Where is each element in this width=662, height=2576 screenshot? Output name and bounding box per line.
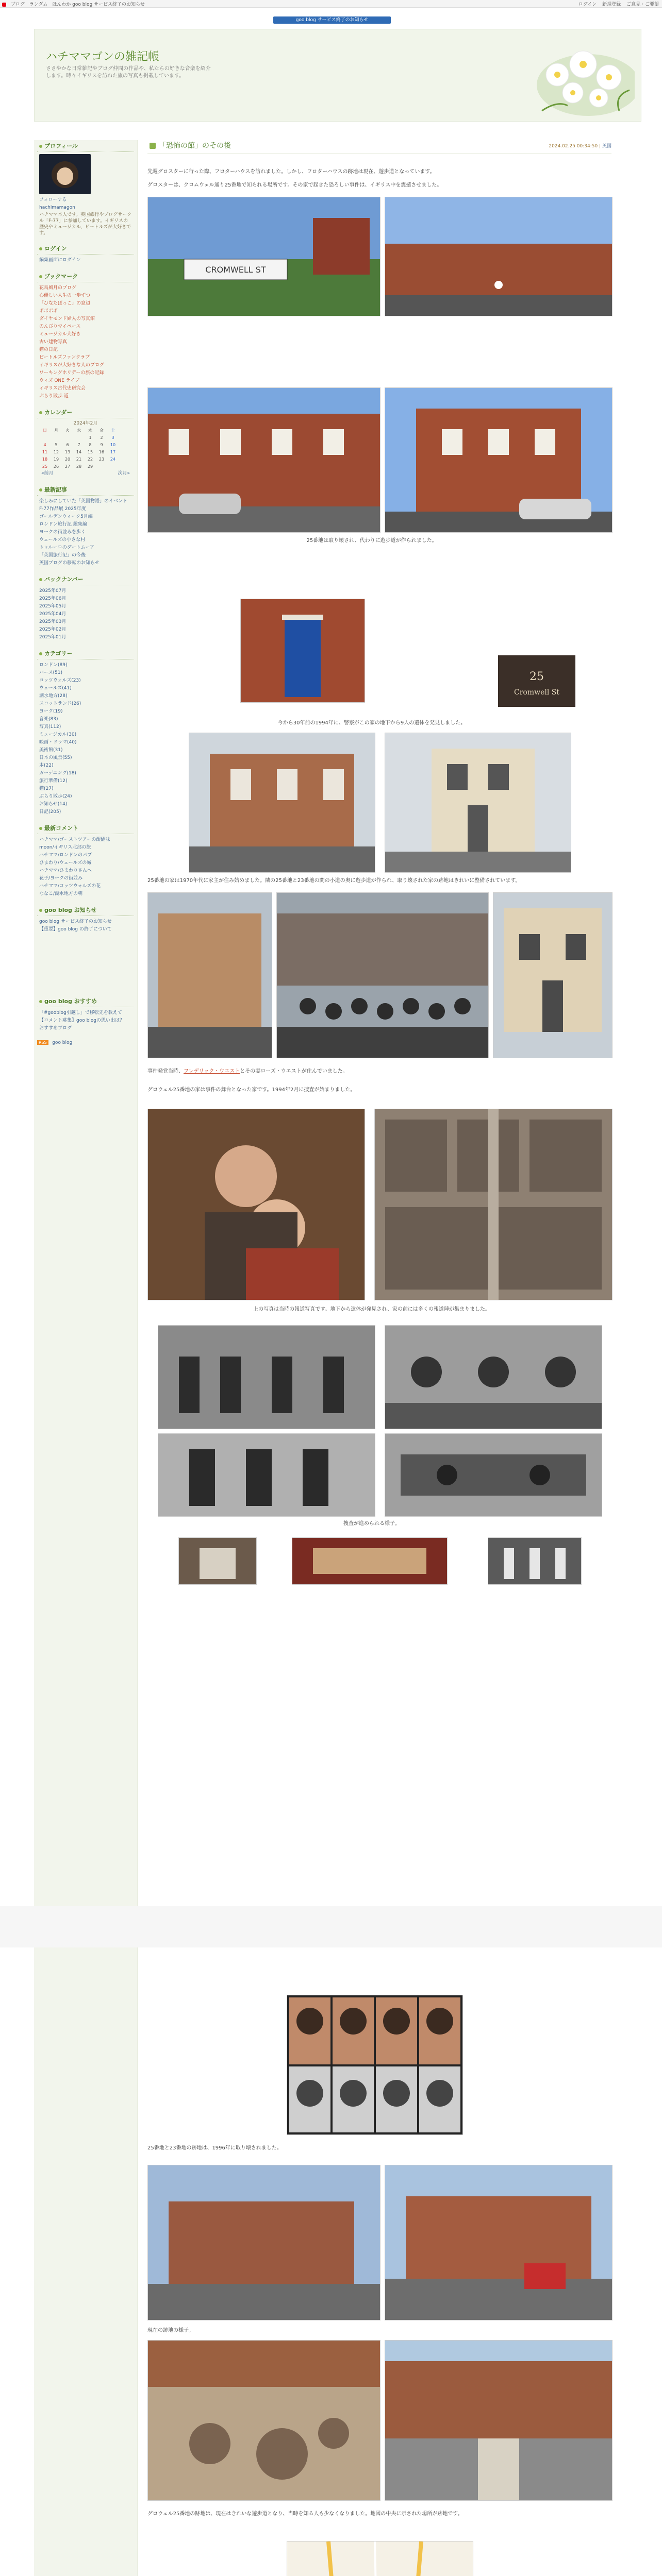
goo-notice-item[interactable]: goo blog サービス終了のお知らせ <box>39 919 112 924</box>
bookmark-item[interactable]: 猫の日記 <box>39 347 58 352</box>
calendar-day[interactable] <box>96 463 107 470</box>
backnumber-item[interactable]: 2025年05月 <box>39 604 67 609</box>
bookmark-item[interactable]: 心優しい人生の一歩ずつ <box>39 293 91 298</box>
calendar-next-link[interactable]: 次月» <box>118 471 130 476</box>
calendar-day[interactable]: 2 <box>100 435 103 440</box>
calendar-day[interactable]: 20 <box>64 456 71 462</box>
post-category-link[interactable]: 英国 <box>602 144 611 149</box>
calendar-day[interactable]: 10 <box>110 442 116 447</box>
rss-link[interactable]: goo blog <box>52 1040 73 1045</box>
calendar-day[interactable] <box>73 434 85 441</box>
goo-recommend-heading: goo blog おすすめ <box>37 995 134 1007</box>
photo-terrace-2[interactable] <box>385 387 613 533</box>
bookmark-item[interactable]: ぶらり散歩 道 <box>39 394 69 399</box>
recent-item[interactable]: ウェールズの小さな村 <box>39 537 86 543</box>
comment-item[interactable]: ハチママ/コッツウォルズの花 <box>39 884 101 889</box>
category-item[interactable]: 映画・ドラマ(40) <box>39 740 77 745</box>
category-item[interactable]: ぶらり散歩(24) <box>39 794 72 799</box>
category-item[interactable]: コッツウォルズ(23) <box>39 678 81 683</box>
svg-text:Cromwell St: Cromwell St <box>514 688 559 697</box>
photo-street-sign[interactable] <box>147 197 380 316</box>
post-title-text[interactable]: 「恐怖の館」のその後 <box>159 142 231 150</box>
recent-heading: 最新記事 <box>37 484 134 496</box>
backnumber-item[interactable]: 2025年03月 <box>39 619 67 624</box>
profile-section <box>37 140 134 236</box>
backnumber-section <box>37 573 134 641</box>
calendar-day[interactable]: 29 <box>87 464 93 469</box>
category-item[interactable]: スコットランド(26) <box>39 701 81 706</box>
category-item[interactable]: ロンドン(89) <box>39 663 68 668</box>
photo-demolition-2[interactable] <box>385 2165 613 2320</box>
goo-recommend-item[interactable]: 【コメント募集】goo blogの思い出は？ <box>39 1018 125 1023</box>
bullet-icon <box>39 827 42 830</box>
calendar-day[interactable]: 21 <box>76 456 82 462</box>
bullet-icon <box>39 145 42 148</box>
bookmark-item[interactable]: のんびりマイペース <box>39 324 81 329</box>
photo-officers[interactable] <box>488 1537 582 1585</box>
calendar-day[interactable]: 3 <box>111 435 114 440</box>
category-item[interactable]: 猫(27) <box>39 786 54 791</box>
recent-item[interactable]: 「英国旅行記」の今後 <box>39 553 86 558</box>
fred-west-link[interactable]: フレデリック・ウエスト <box>184 1069 240 1074</box>
bullet-icon <box>39 652 42 655</box>
photo-house-1990s[interactable] <box>189 733 375 873</box>
calendar-day[interactable]: 7 <box>77 442 80 447</box>
calendar-day[interactable]: 18 <box>42 456 48 462</box>
bookmark-item[interactable]: ポポポポ <box>39 309 58 314</box>
top-link-random[interactable]: ランダム <box>29 2 48 7</box>
caption-3: 上の写真は当時の報道写真です。地下から遺体が発見され、家の前には多くの報道陣が集まりました。 <box>253 1307 490 1312</box>
category-item[interactable]: 写真(112) <box>39 724 61 730</box>
top-link-notice[interactable]: ほんわか goo blog サービス終了のお知らせ <box>52 2 145 7</box>
photo-news-1[interactable] <box>158 1325 375 1429</box>
photo-news-4[interactable] <box>385 1433 602 1517</box>
calendar-day[interactable] <box>62 434 73 441</box>
blog-description: ささやかな日常雑記やブログ仲間の作品や、私たちの好きな音楽を紹介します。時々イギリスを訪ねた旅の写真も掲載しています。 <box>46 66 211 79</box>
comment-item[interactable]: 花子/ヨークの街並み <box>39 876 83 881</box>
bullet-icon <box>39 909 42 912</box>
header-flowers-image <box>526 33 635 116</box>
weekday: 金 <box>100 428 104 433</box>
bookmark-item[interactable]: ミュージカル大好き <box>39 332 81 337</box>
paragraph-5: 25番地と23番地の跡地は、1996年に取り壊されました。 <box>147 2145 282 2151</box>
calendar-day[interactable]: 8 <box>89 442 92 447</box>
goo-notice-item[interactable]: 【重要】goo blog の終了について <box>39 927 112 932</box>
category-item[interactable]: 美術館(31) <box>39 748 63 753</box>
photo-walkway[interactable] <box>385 2340 613 2501</box>
bullet-icon <box>39 411 42 414</box>
sidebar <box>34 140 138 2576</box>
bookmark-item[interactable]: イギリス古代史研究会 <box>39 386 86 391</box>
recent-item[interactable]: ロンドン旅行記 総集編 <box>39 522 87 527</box>
recent-section <box>37 484 134 567</box>
category-item[interactable]: お知らせ(14) <box>39 802 68 807</box>
login-section <box>37 243 134 264</box>
calendar-day[interactable]: 23 <box>98 456 105 462</box>
category-item[interactable]: バース(51) <box>39 670 63 675</box>
category-item[interactable]: 音楽(83) <box>39 717 58 722</box>
goo-recommend-item[interactable]: 「#gooblog引越し」で移転先を教えて <box>39 1010 122 1015</box>
photo-interior[interactable] <box>292 1537 448 1585</box>
backnumber-item[interactable]: 2025年01月 <box>39 635 67 640</box>
photo-demolition-1[interactable] <box>147 2165 380 2320</box>
top-link-register[interactable]: 新規登録 <box>602 2 621 7</box>
goo-recommend-item[interactable]: おすすめブログ <box>39 1026 72 1031</box>
comment-item[interactable]: ハチママ/ゴーストツアーの醍醐味 <box>39 837 110 842</box>
bullet-icon <box>39 275 42 278</box>
top-link-login[interactable]: ログイン <box>578 2 597 7</box>
main-content <box>147 140 611 2576</box>
comment-item[interactable]: ひまわり/ウェールズの城 <box>39 860 92 866</box>
calendar-day[interactable]: 4 <box>43 442 46 447</box>
calendar-day[interactable]: 24 <box>110 456 116 462</box>
recent-item[interactable]: 英国ブログの移転のお知らせ <box>39 561 100 566</box>
weekday: 水 <box>77 428 81 433</box>
calendar-prev-link[interactable]: «前月 <box>41 471 54 476</box>
profile-username[interactable]: hachimamagon <box>39 205 75 210</box>
bullet-icon <box>39 1000 42 1003</box>
calendar-day[interactable]: 6 <box>66 442 69 447</box>
calendar-day[interactable]: 17 <box>110 449 116 454</box>
weekday: 火 <box>65 428 70 433</box>
follow-link[interactable]: フォローする <box>39 197 67 202</box>
paragraph-4-text: 事件発覚当時、 <box>147 1069 184 1074</box>
bookmark-section <box>37 270 134 400</box>
backnumber-item[interactable]: 2025年06月 <box>39 596 67 601</box>
bookmark-item[interactable]: 花鳥風月のブログ <box>39 285 77 291</box>
calendar-day[interactable]: 11 <box>42 449 48 454</box>
profile-heading: プロフィール <box>37 140 134 152</box>
calendar-day[interactable]: 14 <box>76 449 82 454</box>
paragraph-3: 25番地の家は1970年代に家主が住み始めました。隣の25番地と23番地の間の小道の奥に遊歩道が作られ、取り壊された家の跡地はきれいに整備されています。 <box>147 878 521 884</box>
avatar[interactable] <box>39 154 91 194</box>
category-heading: カテゴリー <box>37 648 134 659</box>
comments-section <box>37 822 134 898</box>
calendar-day[interactable]: 9 <box>100 442 103 447</box>
recent-item[interactable]: トゥルーロのダートムーア <box>39 545 94 550</box>
top-link-blog[interactable]: ブログ <box>10 2 25 7</box>
promo-link[interactable]: goo blog サービス終了のお知らせ <box>273 16 391 24</box>
paragraph-6: グロウェル25番地の跡地は、現在はきれいな遊歩道となり、当時を知る人も少なくなりました。地図の中央に示された場所が跡地です。 <box>147 2511 463 2517</box>
category-item[interactable]: ヨーク(19) <box>39 709 63 714</box>
bookmark-item[interactable]: イギリスが大好きな人のブログ <box>39 363 104 368</box>
post-intro: 先週グロスターに行った際、フロターハウスを訪れました。しかし、フロターハウスの跡地は現在、遊歩道となっています。 <box>147 169 435 175</box>
photo-blue-door[interactable] <box>240 599 365 703</box>
weekday: 土 <box>111 428 115 433</box>
calendar-day[interactable]: 1 <box>89 435 92 440</box>
rss-section <box>37 1039 134 1046</box>
photo-victims-grid[interactable] <box>287 1995 463 2135</box>
bookmark-item[interactable]: 「ひなたぼっこ」の窓辺 <box>39 301 91 306</box>
calendar-day[interactable] <box>107 463 119 470</box>
photo-police-tent[interactable] <box>178 1537 257 1585</box>
post-title <box>147 140 611 154</box>
blog-header <box>34 29 641 122</box>
photo-rubble[interactable] <box>147 2340 380 2501</box>
login-link[interactable]: 編集画面にログイン <box>39 258 81 263</box>
category-item[interactable]: 日本の風景(55) <box>39 755 72 760</box>
backnumber-item[interactable]: 2025年02月 <box>39 627 67 632</box>
calendar-section <box>37 406 134 478</box>
caption-5: 現在の跡地の様子。 <box>147 2328 194 2333</box>
rss-icon[interactable]: RSS <box>37 1040 48 1045</box>
photo-police-house[interactable] <box>493 892 613 1058</box>
category-item[interactable]: ガーデニング(18) <box>39 771 76 776</box>
post-intro-2: グロスターは、クロムウェル通り25番地で知られる場所です。その家で起きた恐ろしい事件は、イギリス中を震撼させました。 <box>147 182 442 188</box>
caption-2: 今から30年前の1994年に、警察がこの家の地下から9人の遺体を発見しました。 <box>277 720 466 726</box>
calendar-day[interactable]: 16 <box>98 449 105 454</box>
category-item[interactable]: 湖水地方(28) <box>39 693 68 699</box>
calendar-day[interactable]: 15 <box>87 449 93 454</box>
backnumber-item[interactable]: 2025年04月 <box>39 612 67 617</box>
photo-news-3[interactable] <box>158 1433 375 1517</box>
weekday: 木 <box>88 428 92 433</box>
backnumber-heading: バックナンバー <box>37 573 134 585</box>
paragraph-4c: グロウェル25番地の家は事件の舞台となった家です。1994年2月に捜査が始まりました。 <box>147 1087 356 1093</box>
caption-4: 捜査が進められる様子。 <box>343 1521 400 1527</box>
map-image[interactable] <box>287 2541 473 2576</box>
calendar-day[interactable]: 28 <box>76 464 82 469</box>
calendar-table <box>39 427 119 470</box>
bookmark-item[interactable]: ビートルズファンクラブ <box>39 355 90 360</box>
svg-text:25: 25 <box>529 670 544 683</box>
category-item[interactable]: ミュージカル(30) <box>39 732 77 737</box>
post-date: 2024.02.25 00:34:50 | 英国 <box>549 144 611 149</box>
bullet-icon <box>39 488 42 492</box>
calendar-day[interactable]: 12 <box>53 449 59 454</box>
comment-item[interactable]: ななこ/湖水地方の朝 <box>39 891 83 896</box>
promo-banner <box>0 16 662 25</box>
category-item[interactable]: 本(22) <box>39 763 54 768</box>
photo-house-street[interactable] <box>147 892 272 1058</box>
backnumber-item[interactable]: 2025年07月 <box>39 588 67 594</box>
comments-heading: 最新コメント <box>37 822 134 834</box>
calendar-month: 2024年2月 <box>73 421 98 426</box>
calendar-day[interactable]: 27 <box>64 464 71 469</box>
photo-terrace-1[interactable] <box>147 387 380 533</box>
calendar-day[interactable]: 19 <box>53 456 59 462</box>
bullet-icon <box>39 578 42 581</box>
weekday: 日 <box>43 428 47 433</box>
photo-news-2[interactable] <box>385 1325 602 1429</box>
comment-item[interactable]: ハチママ/ロンドンのパブ <box>39 853 92 858</box>
post-date-text: 2024.02.25 00:34:50 <box>549 144 598 149</box>
bookmark-item[interactable]: ウィズ ONE ライブ <box>39 378 80 383</box>
paragraph-4 <box>147 1067 596 1076</box>
leaf-icon <box>150 143 156 149</box>
blog-title[interactable]: ハチママゴンの雑記帳 <box>46 50 160 63</box>
weekday: 月 <box>54 428 58 433</box>
bookmark-heading: ブックマーク <box>37 270 134 282</box>
recent-item[interactable]: ゴールデンウィーク5月編 <box>39 514 93 519</box>
top-bar-left <box>2 1 148 7</box>
caption-1: 25番地は取り壊され、代わりに遊歩道が作られました。 <box>306 538 437 544</box>
category-section <box>37 648 134 816</box>
comment-item[interactable]: ハチママ/ひまわりさんへ <box>39 868 92 873</box>
category-item[interactable]: 日記(205) <box>39 809 61 815</box>
photo-aerial-street[interactable] <box>374 1109 613 1300</box>
recent-item[interactable]: ヨークの街並みを歩く <box>39 530 86 535</box>
photo-crowd-1994[interactable] <box>276 892 489 1058</box>
photo-house-exterior[interactable] <box>385 733 571 873</box>
photo-25-cromwell-sign[interactable] <box>498 655 575 707</box>
top-bar <box>0 0 662 8</box>
goo-notice-section <box>37 904 134 934</box>
svg-text:CROMWELL ST: CROMWELL ST <box>205 265 266 275</box>
profile-bio: ハチママ本人です。英国旅行やブログサークル「F-77」に参加しています。イギリスの歴史やミュージカル、ビートルズが大好きです。 <box>39 212 132 236</box>
login-heading: ログイン <box>37 243 134 255</box>
recent-item[interactable]: 楽しみにしていた「英国物語」のイベント <box>39 499 128 504</box>
calendar-day[interactable]: 5 <box>55 442 58 447</box>
calendar-day[interactable] <box>39 434 51 441</box>
bullet-icon <box>39 247 42 250</box>
calendar-heading: カレンダー <box>37 406 134 418</box>
photo-street-view[interactable] <box>385 197 613 316</box>
goo-logo-icon[interactable] <box>2 3 6 7</box>
calendar-day[interactable] <box>51 434 62 441</box>
photo-couple[interactable] <box>147 1109 365 1300</box>
calendar-day[interactable]: 25 <box>42 464 48 469</box>
recent-item[interactable]: F-77作品展 2025年度 <box>39 506 86 512</box>
calendar-day[interactable]: 13 <box>64 449 71 454</box>
category-item[interactable]: 旅行準備(12) <box>39 778 68 784</box>
bookmark-item[interactable]: ワーキングホリデーの旅の記録 <box>39 370 104 376</box>
bookmark-item[interactable]: ダイヤモンド婦人の写真館 <box>39 316 95 321</box>
comment-item[interactable]: moon/イギリス北部の旅 <box>39 845 91 850</box>
category-item[interactable]: ウェールズ(41) <box>39 686 72 691</box>
calendar-nav <box>37 470 134 478</box>
bookmark-item[interactable]: 古い建物写真 <box>39 340 68 345</box>
top-bar-right <box>574 1 659 7</box>
goo-recommend-section <box>37 995 134 1032</box>
calendar-day[interactable]: 26 <box>53 464 59 469</box>
top-link-feedback[interactable]: ご意見・ご要望 <box>626 2 659 7</box>
calendar-day[interactable]: 22 <box>87 456 93 462</box>
paragraph-4-text-b: とその妻ローズ・ウエストが住んでいました。 <box>240 1069 348 1074</box>
goo-notice-heading: goo blog お知らせ <box>37 904 134 916</box>
